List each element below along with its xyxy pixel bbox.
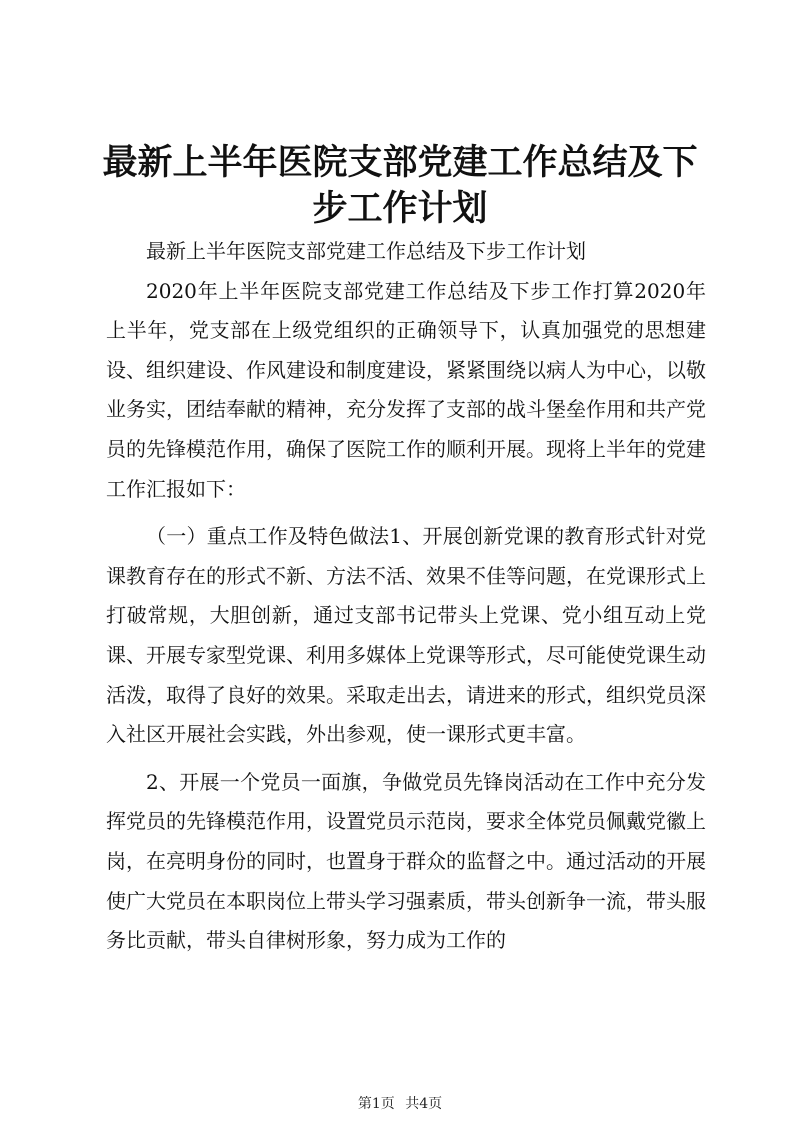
- paragraph: 最新上半年医院支部党建工作总结及下步工作计划: [146, 239, 586, 263]
- document-title: 最新上半年医院支部党建工作总结及下步工作计划: [102, 142, 698, 229]
- page-number: 第1页: [357, 1096, 395, 1112]
- document-body: [106, 232, 706, 961]
- paragraph: （一）重点工作及特色做法1、开展创新党课的教育形式针对党课教育存在的形式不新、方法不活、效果不佳等问题，在党课形式上打破常规，大胆创新，通过支部书记带头上党课、党小组互动上党课、开展专家型党课、利用多媒体上党课等形式，尽可能使党课生动活泼，取得了良好的效果。采取走出去，请进来的形式，组织党员深入社区开展社会实践，外出参观，使一课形式更丰富。: [106, 524, 706, 747]
- paragraph: 2、开展一个党员一面旗，争做党员先锋岗活动在工作中充分发挥党员的先锋模范作用，设置党员示范岗，要求全体党员佩戴党徽上岗，在亮明身份的同时，也置身于群众的监督之中。通过活动的开展使广大党员在本职岗位上带头学习强素质，带头创新争一流，带头服务比贡献，带头自律树形象，努力成为工作的: [106, 769, 706, 953]
- page-footer: [0, 1093, 800, 1113]
- page-total: 共4页: [405, 1096, 443, 1112]
- paragraph: 2020年上半年医院支部党建工作总结及下步工作打算2020年上半年，党支部在上级党组织的正确领导下，认真加强党的思想建设、组织建设、作风建设和制度建设，紧紧围绕以病人为中心，以敬业务实，团结奉献的精神，充分发挥了支部的战斗堡垒作用和共产党员的先锋模范作用，确保了医院工作的顺利开展。现将上半年的党建工作汇报如下：: [106, 278, 706, 501]
